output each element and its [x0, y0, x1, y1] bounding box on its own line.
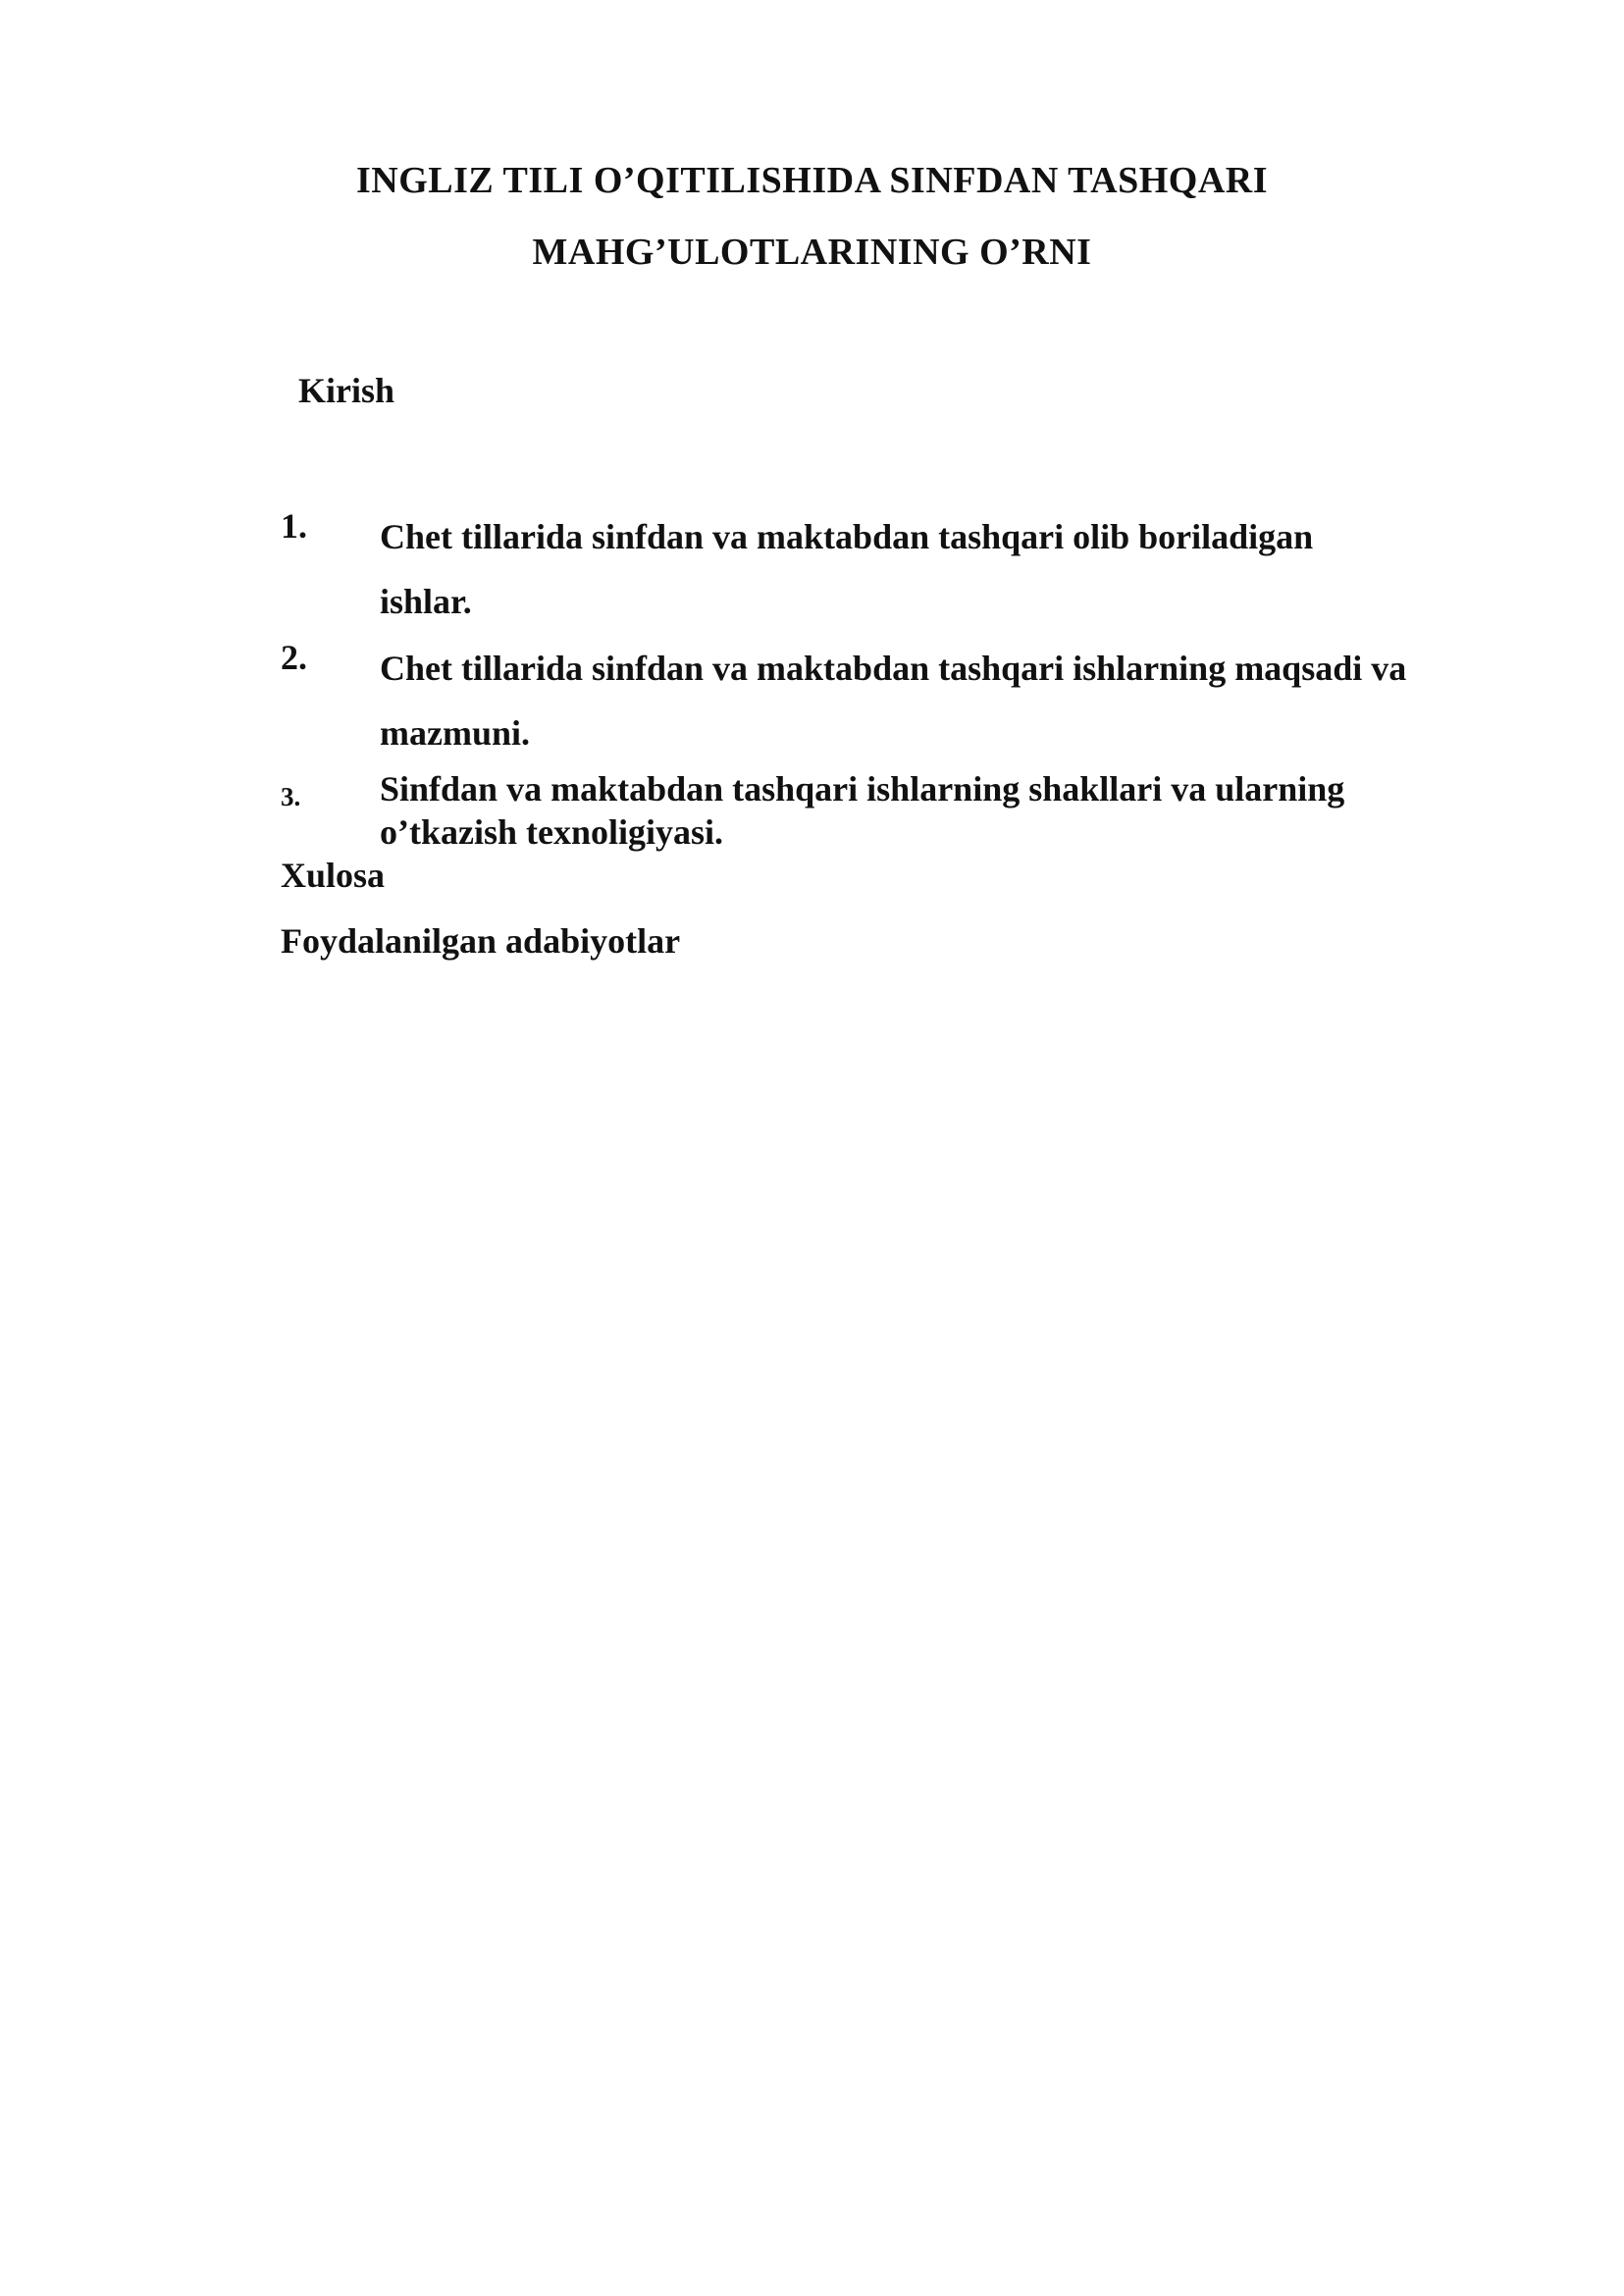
section-references: Foydalanilgan adabiyotlar	[281, 921, 681, 961]
toc-item-3-text	[380, 767, 1344, 854]
document-title-line-2: MAHG’ULOTLARINING O’RNI	[532, 232, 1092, 273]
toc-item-1-number: 1.	[281, 506, 307, 546]
toc-item-3-line-1: Sinfdan va maktabdan tashqari ishlarning shakllari va ularning	[380, 769, 1345, 809]
section-conclusion: Xulosa	[281, 856, 386, 895]
toc-item-1-line-2: ishlar.	[380, 582, 472, 621]
toc-item-3-number: 3.	[281, 782, 301, 811]
toc-item-2-number: 2.	[281, 638, 307, 677]
toc-item-3-line-2: o’tkazish texnoligiyasi.	[380, 812, 724, 852]
toc-item-2-line-1: Chet tillarida sinfdan va maktabdan tashqari ishlarning maqsadi va	[380, 649, 1407, 688]
section-intro: Kirish	[298, 371, 395, 410]
toc-item-1-line-1: Chet tillarida sinfdan va maktabdan tashqari olib boriladigan	[380, 517, 1314, 556]
toc-item-2-text	[380, 636, 1406, 765]
toc-item-2-line-2: mazmuni.	[380, 713, 530, 753]
toc-item-1-text	[380, 504, 1313, 634]
document-title-line-1: INGLIZ TILI O’QITILISHIDA SINFDAN TASHQARI	[355, 160, 1269, 201]
